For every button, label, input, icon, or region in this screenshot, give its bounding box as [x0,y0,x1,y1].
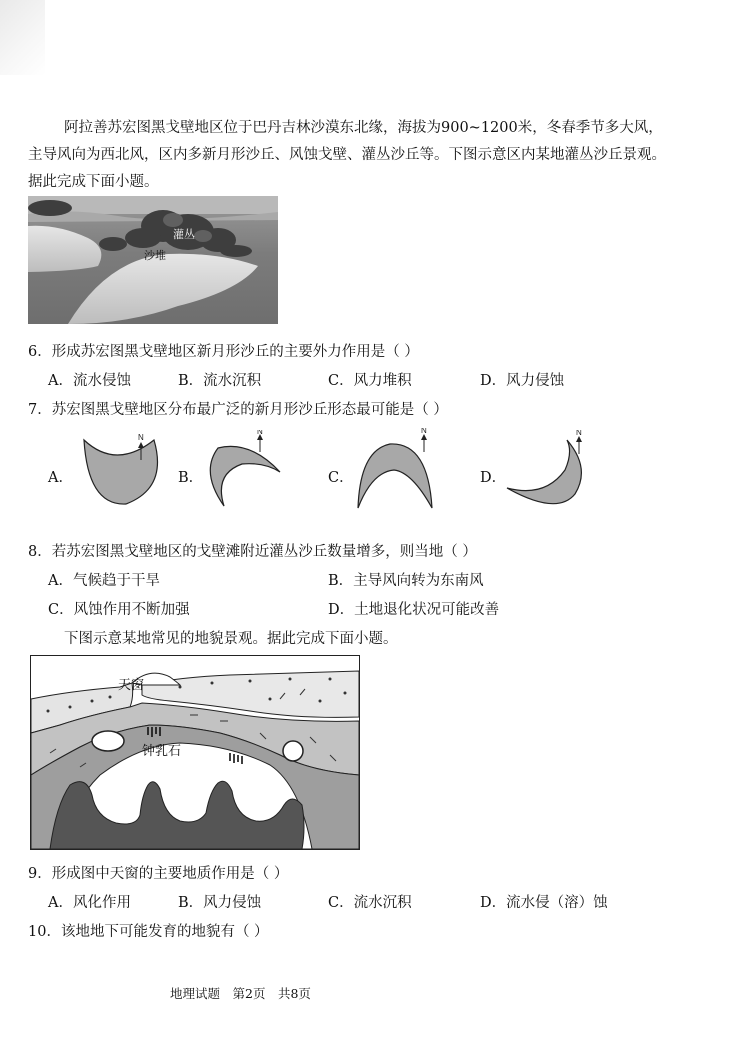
q7-label-d: D． [480,470,507,486]
label-stalactite: 钟乳石 [142,743,182,758]
karst-cave-diagram [30,655,360,850]
page-footer: 地理试题 第2页 共8页 [170,986,311,1001]
q7-label-a: A． [48,470,73,486]
north-label-a: N [138,433,144,442]
q8-option-b: B．主导风向转为东南风 [328,573,484,589]
intro-2: 下图示意某地常见的地貌景观。据此完成下面小题。 [64,631,398,647]
q8-option-c: C．风蚀作用不断加强 [48,602,190,618]
q6-option-b: B．流水沉积 [178,373,262,389]
q7-label-c: C． [328,470,354,486]
label-skylight: 天窗 [118,677,145,692]
q9-option-b: B．风力侵蚀 [178,895,262,911]
north-label-d: N [576,430,582,437]
label-dune: 沙堆 [144,250,166,262]
q9-option-c: C．流水沉积 [328,895,412,911]
dune-shape-a [76,430,171,510]
dune-shape-b [200,430,295,510]
q8-option-a: A．气候趋于干旱 [48,573,160,589]
question-6-stem: 6．形成苏宏图黑戈壁地区新月形沙丘的主要外力作用是（ ） [28,344,419,360]
question-10-stem: 10．该地地下可能发育的地貌有（ ） [28,924,269,940]
q9-option-d: D．流水侵（溶）蚀 [480,895,608,911]
dune-shape-d [505,430,600,510]
dune-shape-c [350,428,445,508]
question-9-stem: 9．形成图中天窗的主要地质作用是（ ） [28,866,289,882]
intro-line-2: 主导风向为西北风，区内多新月形沙丘、风蚀戈壁、灌丛沙丘等。下图示意区内某地灌丛沙丘景观。 [28,147,666,163]
q6-option-a: A．流水侵蚀 [48,373,131,389]
intro-line-1: 阿拉善苏宏图黑戈壁地区位于巴丹吉林沙漠东北缘，海拔为900~1200米，冬春季节多大风， [64,120,663,136]
shrub-dune-photo [28,196,278,324]
q7-label-b: B． [178,470,204,486]
question-8-stem: 8．若苏宏图黑戈壁地区的戈壁滩附近灌丛沙丘数量增多，则当地（ ） [28,544,477,560]
north-label-b: N [257,430,263,436]
q8-option-d: D．土地退化状况可能改善 [328,602,500,618]
q6-option-c: C．风力堆积 [328,373,412,389]
label-shrub: 灌丛 [173,229,195,241]
scan-corner-shade [0,0,45,75]
north-label-c: N [421,428,427,435]
question-7-stem: 7．苏宏图黑戈壁地区分布最广泛的新月形沙丘形态最可能是（ ） [28,402,448,418]
q9-option-a: A．风化作用 [48,895,131,911]
q6-option-d: D．风力侵蚀 [480,373,565,389]
intro-line-3: 据此完成下面小题。 [28,174,159,190]
